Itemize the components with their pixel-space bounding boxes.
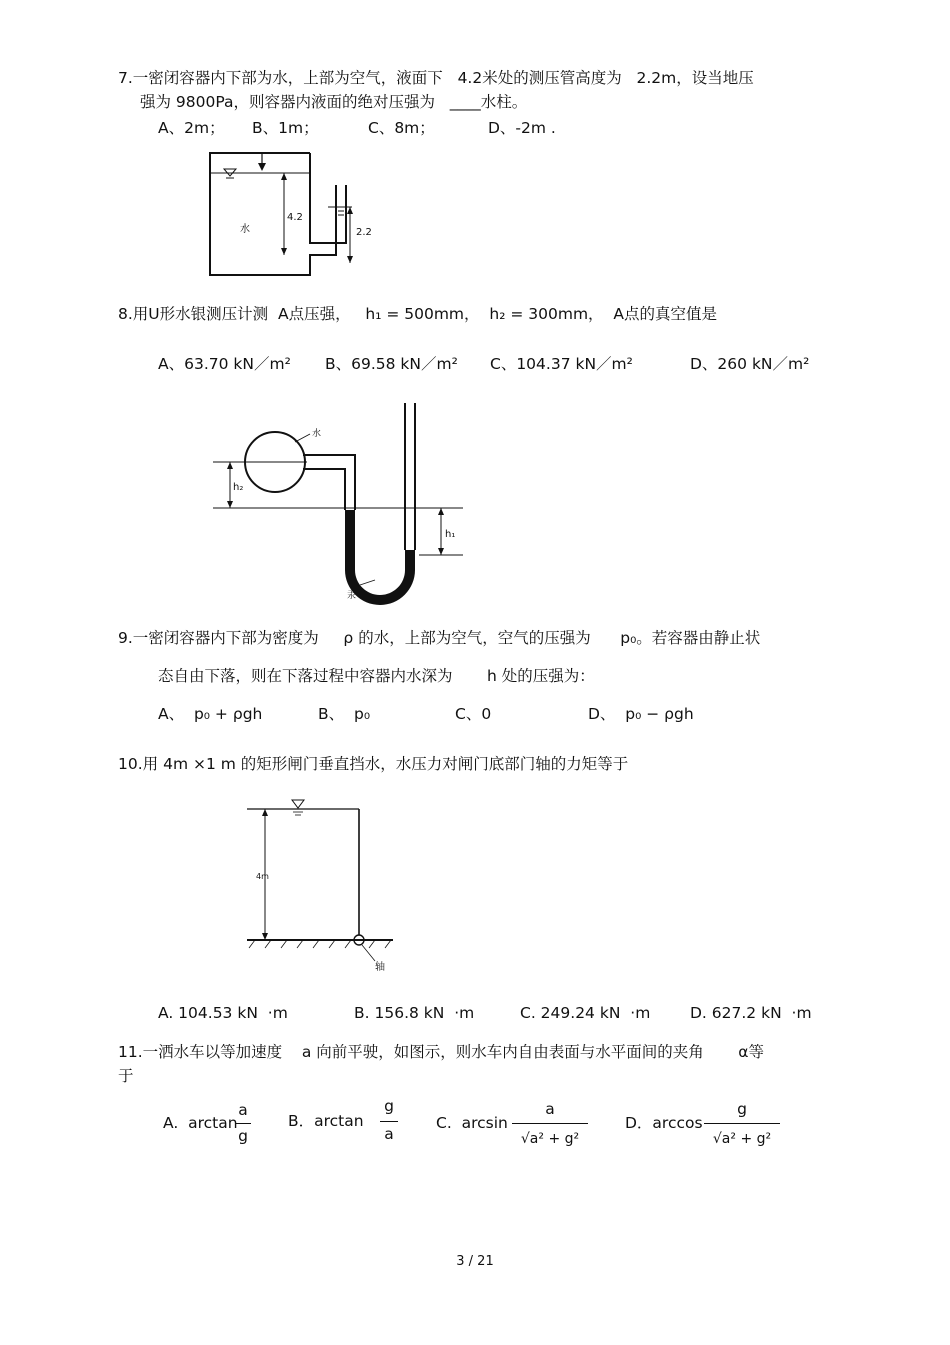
q11-option-a-func: A. arctan	[163, 1114, 238, 1132]
q9-option-d: D、 p₀ − ρgh	[588, 705, 694, 723]
q9-text-line1: 9.一密闭容器内下部为密度为 ρ 的水，上部为空气，空气的压强为 p₀。若容器由静止状	[118, 629, 761, 647]
q7-fig-pressure-head-label: 2.2	[356, 227, 372, 238]
q11-option-c-numerator: a	[545, 1100, 555, 1118]
q10-option-d: D. 627.2 kN ·m	[690, 1004, 812, 1022]
q8-fig-water-label: 水	[312, 429, 322, 439]
q7-figure-container	[200, 145, 400, 280]
q11-option-c-fraction-bar	[512, 1123, 588, 1124]
q11-option-a-numerator: a	[238, 1101, 248, 1119]
q11-option-b-func: B．arctan	[288, 1112, 364, 1130]
q10-option-a: A. 104.53 kN ·m	[158, 1004, 288, 1022]
q11-option-a-denominator: g	[238, 1127, 248, 1145]
q10-text-line1: 10.用 4m ×1 m 的矩形闸门垂直挡水，水压力对闸门底部门轴的力矩等于	[118, 755, 629, 773]
q9-option-a: A、 p₀ + ρgh	[158, 705, 263, 723]
q7-fig-h-label: 4.2	[287, 212, 303, 223]
q11-option-c-denominator: √a² + g²	[520, 1131, 580, 1147]
q9-option-b: B、 p₀	[318, 705, 371, 723]
q11-option-b-fraction-bar	[380, 1121, 398, 1122]
q11-option-a-fraction-bar	[235, 1123, 251, 1124]
q7-option-c: C、8m；	[368, 119, 435, 137]
q7-option-d: D、-2m .	[488, 119, 556, 137]
q8-option-c: C、104.37 kN／m²	[490, 355, 633, 373]
q7-fig-water-label: 水	[240, 224, 250, 235]
q11-option-d-fraction-bar	[704, 1123, 780, 1124]
q11-option-b-numerator: g	[384, 1097, 394, 1115]
q8-text-line1: 8.用U形水银测压计测 A点压强， h₁ = 500mm， h₂ = 300mm， A点的真空值是	[118, 305, 718, 323]
q11-option-d-denominator: √a² + g²	[712, 1131, 772, 1147]
q7-text-line2: 强为 9800Pa，则容器内液面的绝对压强为 ____水柱。	[140, 93, 528, 111]
q10-figure-gate	[245, 795, 395, 975]
q8-option-b: B、69.58 kN／m²	[325, 355, 458, 373]
page-number: 3 / 21	[456, 1254, 494, 1269]
q8-fig-mercury-label: 汞	[347, 591, 357, 601]
q9-option-c: C、0	[455, 705, 492, 723]
q10-option-c: C. 249.24 kN ·m	[520, 1004, 651, 1022]
q8-fig-h2-label: h₂	[233, 482, 244, 493]
q7-option-b: B、1m；	[252, 119, 319, 137]
q8-option-a: A、63.70 kN／m²	[158, 355, 291, 373]
q7-text-line1: 7.一密闭容器内下部为水，上部为空气，液面下 4.2米处的测压管高度为 2.2m，设当地压	[118, 69, 754, 87]
q8-figure-manometer	[205, 400, 475, 605]
q7-option-a: A、2m；	[158, 119, 225, 137]
q11-option-d-numerator: g	[737, 1100, 747, 1118]
q11-option-d-func: D．arccos	[625, 1114, 703, 1132]
q10-option-b: B. 156.8 kN ·m	[354, 1004, 475, 1022]
q11-option-b-denominator: a	[384, 1125, 394, 1143]
q11-text-line2: 于	[118, 1067, 134, 1085]
q8-option-d: D、260 kN／m²	[690, 355, 810, 373]
q8-fig-h1-label: h₁	[445, 529, 456, 540]
q10-fig-height-label: 4m	[256, 872, 269, 881]
q11-option-c-func: C. arcsin	[436, 1114, 508, 1132]
q11-text-line1: 11.一洒水车以等加速度 a 向前平驶，如图示，则水车内自由表面与水平面间的夹角 α等	[118, 1043, 764, 1061]
q9-text-line2: 态自由下落，则在下落过程中容器内水深为 h 处的压强为：	[158, 667, 595, 685]
q10-fig-axis-label: 轴	[375, 962, 385, 973]
